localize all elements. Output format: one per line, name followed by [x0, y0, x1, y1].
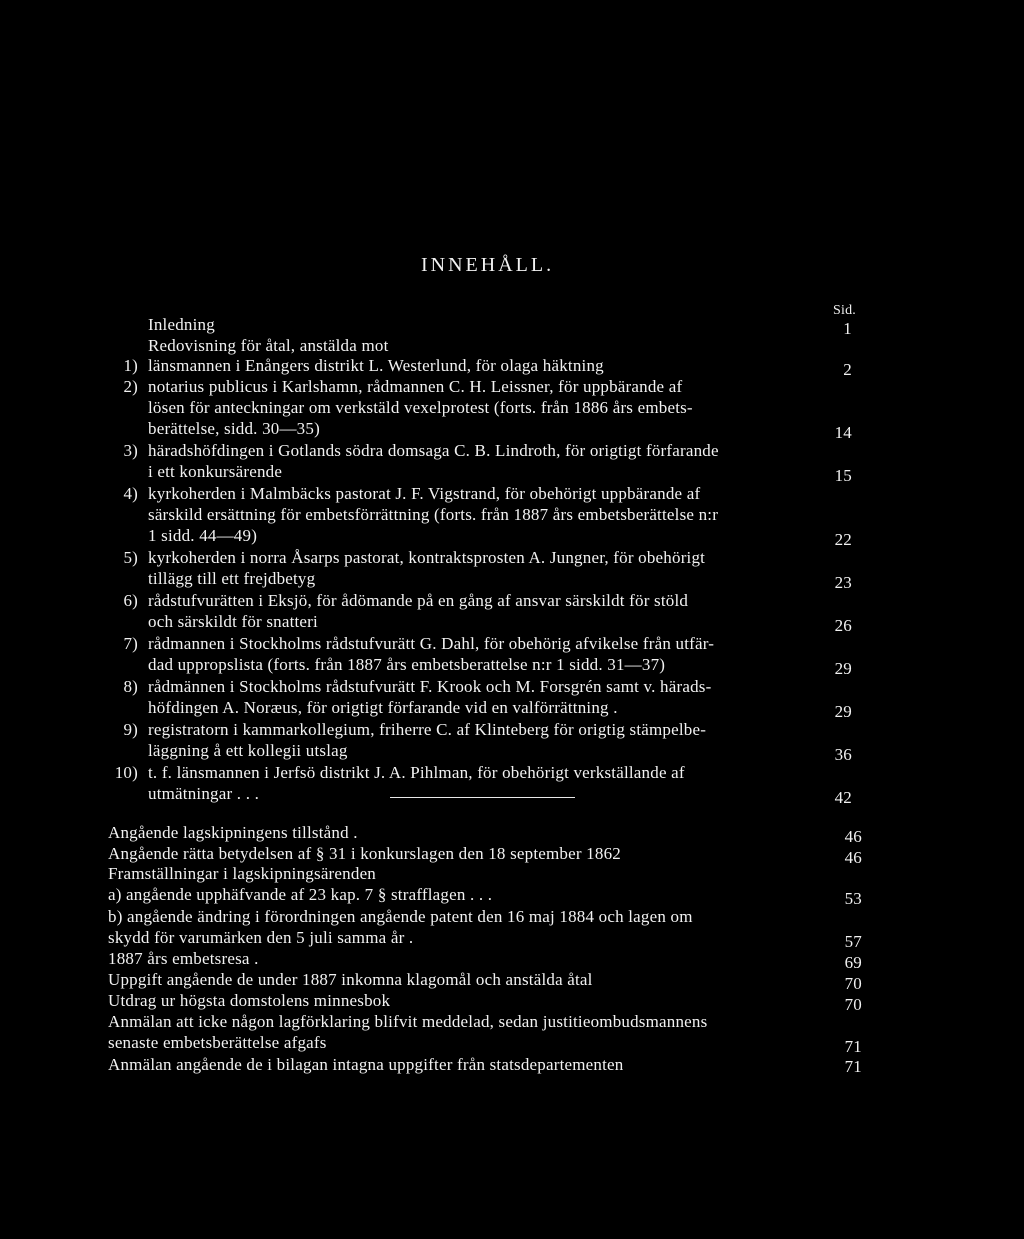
toc-page-number: 57	[844, 932, 862, 951]
toc-page-number: 69	[844, 953, 862, 972]
toc-entry-text: dad uppropslista (forts. från 1887 års embetsberattelse n:r 1 sidd. 31—37)	[148, 655, 666, 674]
toc-entry-number: 7)	[123, 634, 138, 653]
toc-entry-number: 6)	[123, 591, 138, 610]
toc-page-number: 46	[844, 827, 862, 846]
toc-entry-text: Anmälan angående de i bilagan intagna uppgifter från statsdepartementen	[108, 1055, 624, 1074]
toc-page-number: 23	[834, 573, 852, 592]
toc-entry-text: senaste embetsberättelse afgafs	[108, 1033, 327, 1052]
page-title: INNEHÅLL.	[421, 254, 555, 276]
toc-entry-text: rådmannen i Stockholms rådstufvurätt G. Dahl, för obehörig afvikelse från utfär-	[148, 634, 715, 653]
toc-entry-text: häradshöfdingen i Gotlands södra domsaga C. B. Lindroth, för origtigt förfarande	[148, 441, 719, 460]
toc-entry-text: och särskildt för snatteri	[148, 612, 318, 631]
toc-entry-number: 4)	[123, 484, 138, 503]
toc-entry-text: utmätningar . . .	[148, 784, 260, 803]
toc-entry-text: berättelse, sidd. 30—35)	[148, 419, 320, 438]
toc-page-number: 71	[844, 1037, 862, 1056]
section-header: Redovisning för åtal, anstälda mot	[148, 336, 389, 355]
toc-entry-text: kyrkoherden i norra Åsarps pastorat, kontraktsprosten A. Jungner, för obehörigt	[148, 548, 706, 567]
toc-entry-text: 1 sidd. 44—49)	[148, 526, 258, 545]
toc-page-number: 29	[834, 659, 852, 678]
toc-page-number: 71	[844, 1057, 862, 1076]
toc-entry-number: 3)	[123, 441, 138, 460]
toc-page-number: 36	[834, 745, 852, 764]
toc-entry-text: Framställningar i lagskipningsärenden	[108, 864, 377, 883]
toc-entry-text: kyrkoherden i Malmbäcks pastorat J. F. Vigstrand, för obehörigt uppbärande af	[148, 484, 701, 503]
toc-entry-text: i ett konkursärende	[148, 462, 283, 481]
toc-entry-text: Utdrag ur högsta domstolens minnesbok	[108, 991, 391, 1010]
toc-page-number: 15	[834, 466, 852, 485]
toc-entry-text: läggning å ett kollegii utslag	[148, 741, 348, 760]
toc-entry-number: 2)	[123, 377, 138, 396]
toc-entry-text: Anmälan att icke någon lagförklaring blifvit meddelad, sedan justitieombudsmannens	[108, 1012, 708, 1031]
toc-page-number: 42	[834, 788, 852, 807]
toc-entry-number: 1)	[123, 356, 138, 375]
toc-entry-number: 5)	[123, 548, 138, 567]
toc-entry-text: notarius publicus i Karlshamn, rådmannen C. H. Leissner, för uppbärande af	[148, 377, 683, 396]
toc-entry-text: a) angående upphäfvande af 23 kap. 7 § strafflagen . . .	[108, 885, 493, 904]
toc-entry-text: Angående lagskipningens tillstånd .	[108, 823, 358, 842]
toc-entry-inledning: Inledning	[148, 315, 215, 334]
toc-page-number: 53	[844, 889, 862, 908]
toc-entry-text: tillägg till ett frejdbetyg	[148, 569, 316, 588]
toc-entry-text: skydd för varumärken den 5 juli samma år .	[108, 928, 414, 947]
toc-entry-text: t. f. länsmannen i Jerfsö distrikt J. A. Pihlman, för obehörigt verkställande af	[148, 763, 685, 782]
toc-entry-text: 1887 års embetsresa .	[108, 949, 259, 968]
toc-page-number: 29	[834, 702, 852, 721]
page-column-header: Sid.	[833, 303, 856, 318]
toc-page-number: 46	[844, 848, 862, 867]
toc-page-number: 1	[843, 319, 852, 338]
toc-entry-number: 8)	[123, 677, 138, 696]
toc-page-number: 22	[834, 530, 852, 549]
toc-entry-text: rådstufvurätten i Eksjö, för ådömande på en gång af ansvar särskildt för stöld	[148, 591, 689, 610]
toc-entry-text: Uppgift angående de under 1887 inkomna klagomål och anstälda åtal	[108, 970, 593, 989]
toc-entry-text: Angående rätta betydelsen af § 31 i konkurslagen den 18 september 1862	[108, 844, 621, 863]
toc-page-number: 70	[844, 995, 862, 1014]
section-divider	[390, 797, 575, 798]
toc-entry-text: b) angående ändring i förordningen angående patent den 16 maj 1884 och lagen om	[108, 907, 693, 926]
toc-entry-text: rådmännen i Stockholms rådstufvurätt F. Krook och M. Forsgrén samt v. härads-	[148, 677, 712, 696]
toc-page-number: 14	[834, 423, 852, 442]
toc-page-number: 26	[834, 616, 852, 635]
toc-entry-text: länsmannen i Enångers distrikt L. Westerlund, för olaga häktning	[148, 356, 604, 375]
toc-entry-text: lösen för anteckningar om verkstäld vexelprotest (forts. från 1886 års embets-	[148, 398, 693, 417]
toc-entry-number: 9)	[123, 720, 138, 739]
toc-entry-text: särskild ersättning för embetsförrättning (forts. från 1887 års embetsberättelse n:r	[148, 505, 719, 524]
toc-page-number: 70	[844, 974, 862, 993]
toc-entry-number: 10)	[114, 763, 138, 782]
toc-entry-text: höfdingen A. Noræus, för origtigt förfarande vid en valförrättning .	[148, 698, 618, 717]
toc-entry-text: registratorn i kammarkollegium, friherre C. af Klinteberg för origtig stämpelbe-	[148, 720, 707, 739]
toc-page-number: 2	[843, 360, 852, 379]
